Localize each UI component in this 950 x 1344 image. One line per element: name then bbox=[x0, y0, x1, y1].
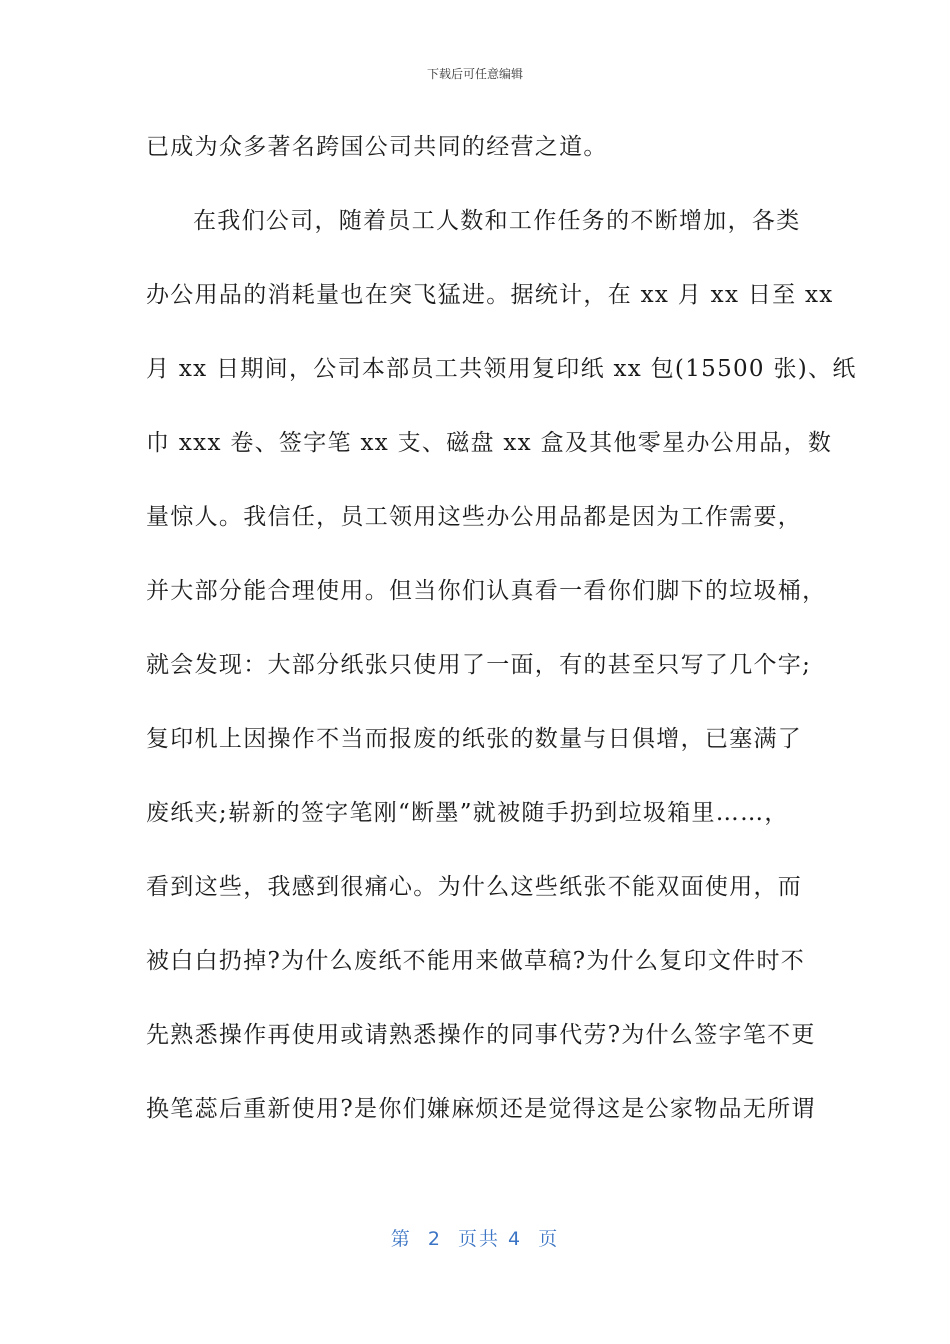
page-number-text: 第 2 页共 4 页 bbox=[390, 1228, 560, 1250]
page-header: 下载后可任意编辑 bbox=[426, 67, 523, 81]
paragraph-line: 看到这些，我感到很痛心。为什么这些纸张不能双面使用，而 bbox=[146, 874, 803, 900]
paragraph-line: 月 xx 日期间，公司本部员工共领用复印纸 xx 包(15500 张)、纸 bbox=[146, 356, 857, 382]
paragraph-line: 复印机上因操作不当而报废的纸张的数量与日俱增，已塞满了 bbox=[146, 726, 803, 752]
paragraph-line: 被白白扔掉?为什么废纸不能用来做草稿?为什么复印文件时不 bbox=[146, 948, 806, 974]
paragraph-line: 已成为众多著名跨国公司共同的经营之道。 bbox=[146, 134, 608, 160]
paragraph-line: 并大部分能合理使用。但当你们认真看一看你们脚下的垃圾桶， bbox=[146, 578, 827, 604]
paragraph-line: 先熟悉操作再使用或请熟悉操作的同事代劳?为什么签字笔不更 bbox=[146, 1022, 816, 1048]
paragraph-line: 换笔蕊后重新使用?是你们嫌麻烦还是觉得这是公家物品无所谓 bbox=[146, 1096, 816, 1122]
page-number-footer bbox=[0, 1226, 950, 1252]
paragraph-line: 在我们公司，随着员工人数和工作任务的不断增加，各类 bbox=[193, 208, 801, 234]
paragraph-line: 废纸夹;崭新的签字笔刚“断墨”就被随手扔到垃圾箱里……， bbox=[146, 800, 789, 826]
paragraph-line: 量惊人。我信任，员工领用这些办公用品都是因为工作需要， bbox=[146, 504, 803, 530]
paragraph-line: 就会发现：大部分纸张只使用了一面，有的甚至只写了几个字; bbox=[146, 652, 812, 678]
paragraph-line: 巾 xxx 卷、签字笔 xx 支、磁盘 xx 盒及其他零星办公用品，数 bbox=[146, 430, 833, 456]
document-body bbox=[146, 127, 857, 1163]
paragraph-line: 办公用品的消耗量也在突飞猛进。据统计，在 xx 月 xx 日至 xx bbox=[146, 282, 834, 308]
